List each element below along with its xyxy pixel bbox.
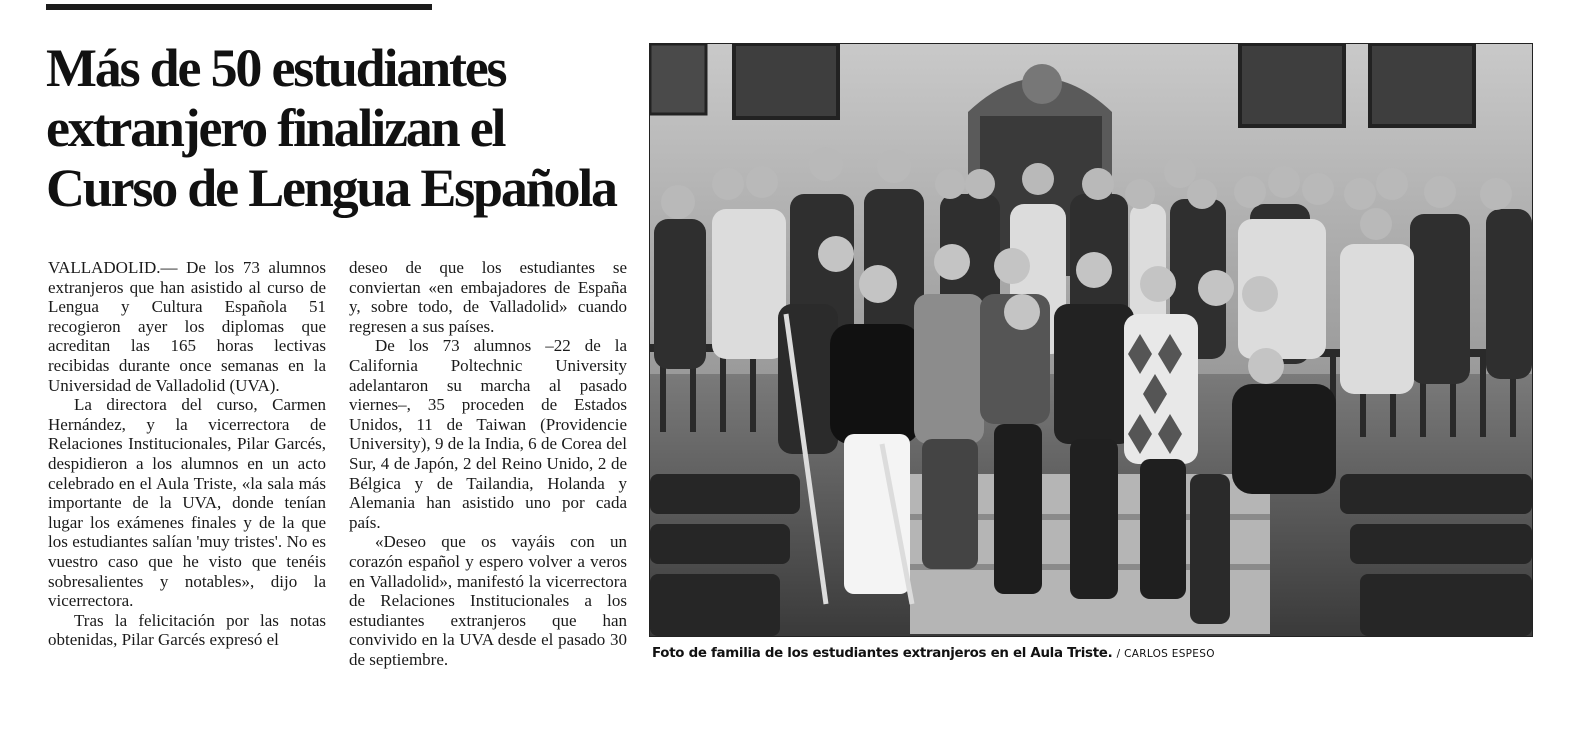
paragraph: deseo de que los estudiantes se conviertan «en embajadores de España y, sobre todo, de Valladolid» cuando regresen a sus países. [349,258,627,336]
paragraph: De los 73 alumnos –22 de la California Poltechnic University adelantaron su marcha al pasado viernes–, 35 proceden de Estados Unidos, 11 de Taiwan (Providencie University), 9 de la India, 6 de Corea del Sur, 4 de Japón, 2 del Reino Unido, 2 de Bélgica y de Tailandia, Holanda y Alemania han asistido uno por cada país. [349,336,627,532]
body-column-1 [48,258,326,650]
top-rule [46,4,432,10]
paragraph: La directora del curso, Carmen Hernández, y la vicerrectora de Relaciones Institucionales, Pilar Garcés, despidieron a los alumnos en un acto celebrado en el Aula Triste, «la sala más importante de la UVA, donde tenían lugar los exámenes finales y de la que los estudiantes salían 'muy tristes'. No es vuestro caso que he visto que tenéis sobresalientes y notables», dijo la vicerrectora. [48,395,326,611]
body-column-2 [349,258,627,669]
paragraph: «Deseo que os vayáis con un corazón español y espero volver a veros en Valladolid», manifestó la vicerrectora de Relaciones Institucionales a los estudiantes extranjeros que han convivido en la UVA desde el pasado 30 de septiembre. [349,532,627,669]
paragraph: VALLADOLID.— De los 73 alumnos extranjeros que han asistido al curso de Lengua y Cultura Española 51 recogieron ayer los diplomas que acreditan las 165 horas lectivas recibidas durante once semanas en la Universidad de Valladolid (UVA). [48,258,326,395]
group-photo [649,43,1533,637]
photo-credit: / CARLOS ESPESO [1116,648,1215,660]
headline-line: Curso de Lengua Española [46,158,616,218]
headline-line: Más de 50 estudiantes [46,38,506,98]
caption-text: Foto de familia de los estudiantes extranjeros en el Aula Triste. [652,646,1113,661]
headline-line: extranjero finalizan el [46,98,505,158]
photo-caption [652,645,1532,663]
headline [46,38,646,218]
group-photo-illustration [650,44,1532,636]
paragraph: Tras la felicitación por las notas obtenidas, Pilar Garcés expresó el [48,610,326,650]
